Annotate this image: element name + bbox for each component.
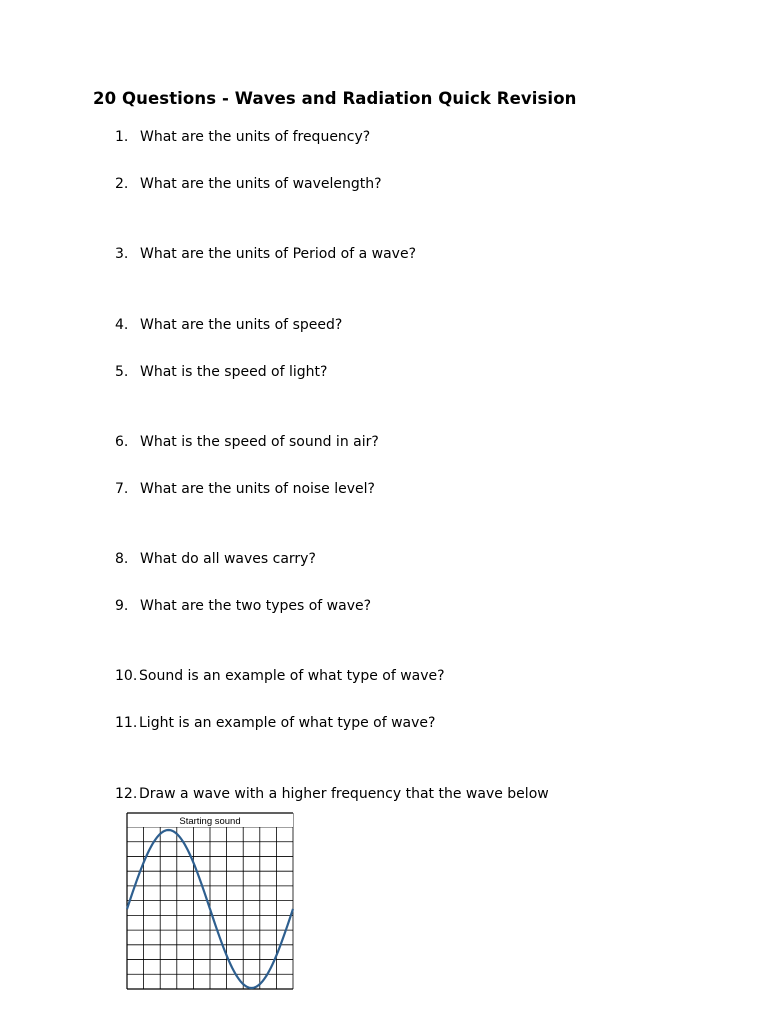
question-number: 2. (115, 176, 129, 192)
question-number: 3. (115, 246, 129, 262)
page-title: 20 Questions - Waves and Radiation Quick Revision (93, 89, 577, 108)
wave-diagram (126, 812, 296, 992)
question-5 (115, 364, 327, 380)
question-number: 10. (115, 668, 138, 684)
question-number: 4. (115, 317, 129, 333)
question-number: 1. (115, 129, 129, 145)
question-text: Sound is an example of what type of wave? (139, 668, 445, 684)
question-10 (115, 668, 445, 684)
question-number: 11. (115, 715, 138, 731)
question-number: 12. (115, 786, 138, 802)
question-text: What are the units of Period of a wave? (140, 246, 417, 262)
question-text: What are the units of frequency? (140, 129, 371, 145)
question-number: 9. (115, 598, 129, 614)
question-number: 5. (115, 364, 129, 380)
question-number: 8. (115, 551, 129, 567)
question-text: What do all waves carry? (140, 551, 316, 567)
question-number: 7. (115, 481, 129, 497)
figure-caption: Starting sound (179, 816, 241, 827)
question-8 (115, 551, 316, 567)
starting-sound-figure (126, 812, 296, 992)
question-text: Draw a wave with a higher frequency that the wave below (139, 786, 549, 802)
question-3 (115, 246, 416, 262)
question-7 (115, 481, 375, 497)
question-12 (115, 786, 549, 802)
question-text: What are the units of speed? (140, 317, 343, 333)
question-text: What are the units of noise level? (140, 481, 375, 497)
question-text: What are the units of wavelength? (140, 176, 382, 192)
question-11 (115, 715, 435, 731)
question-text: Light is an example of what type of wave? (139, 715, 436, 731)
question-6 (115, 434, 379, 450)
question-9 (115, 598, 371, 614)
question-text: What is the speed of sound in air? (140, 434, 379, 450)
question-number: 6. (115, 434, 129, 450)
question-text: What are the two types of wave? (140, 598, 372, 614)
question-2 (115, 176, 382, 192)
question-text: What is the speed of light? (140, 364, 328, 380)
question-1 (115, 129, 370, 145)
question-4 (115, 317, 342, 333)
